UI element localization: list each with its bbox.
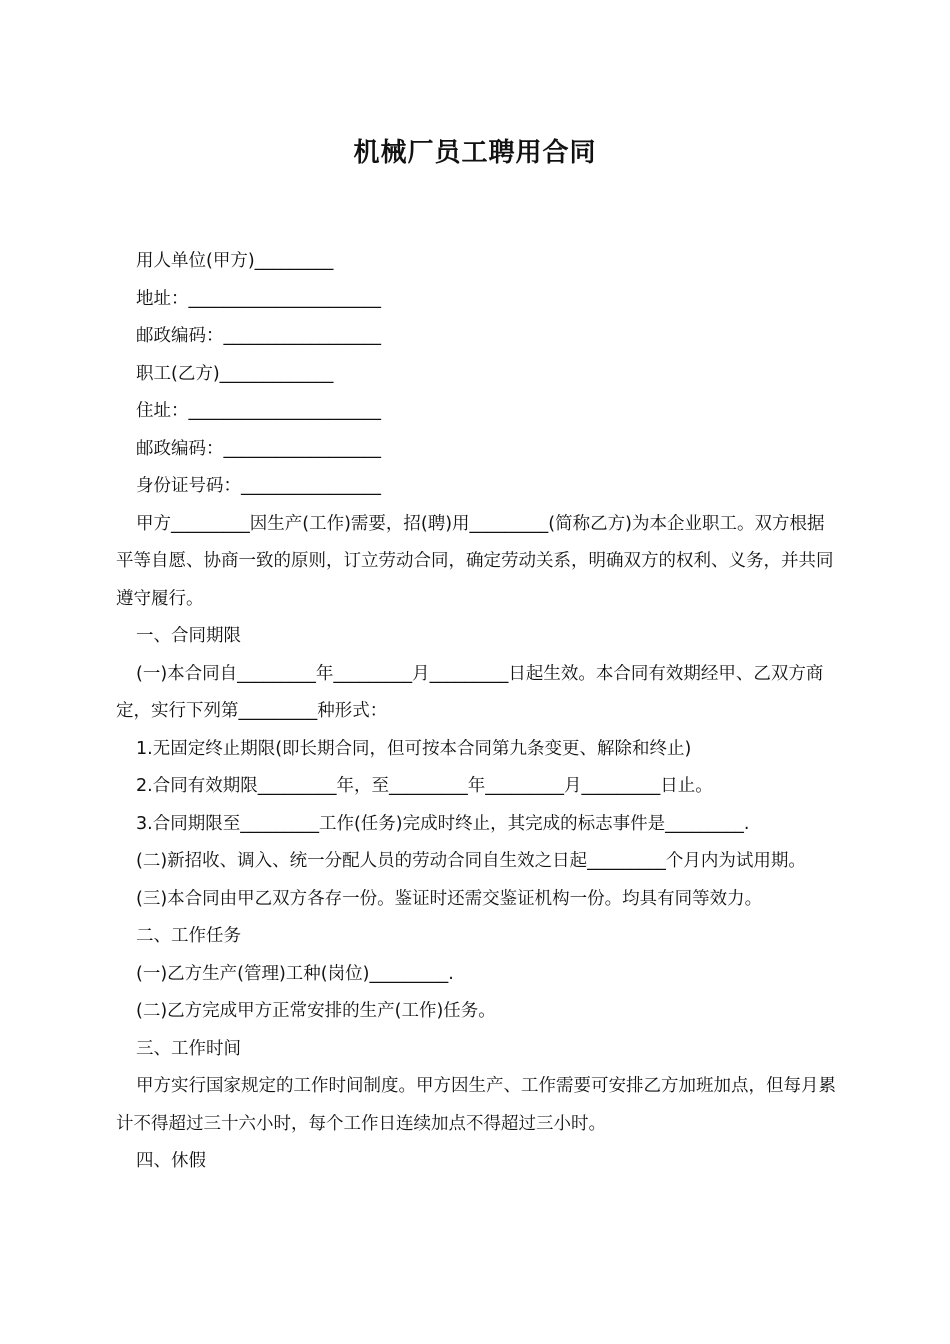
employer-address-field: 地址：______________________ <box>136 288 381 309</box>
clause-copies: (三)本合同由甲乙双方各存一份。鉴证时还需交鉴证机构一份。均具有同等效力。 <box>136 888 763 909</box>
document-body <box>116 243 836 1181</box>
clause-term-option-2: 2.合同有效期限_________年，至_________年_________月_________日止。 <box>136 776 713 796</box>
clause-working-hours: 甲方实行国家规定的工作时间制度。甲方因生产、工作需要可安排乙方加班加点，但每月累计不得超过三十六小时，每个工作日连续加点不得超过三小时。 <box>116 1076 836 1134</box>
employer-field: 用人单位(甲方)_________ <box>136 251 334 271</box>
preamble-paragraph: 甲方_________因生产(工作)需要，招(聘)用_________(简称乙方)为本企业职工。双方根据平等自愿、协商一致的原则，订立劳动合同，确定劳动关系，明确双方的权利、义务，并共同遵守履行。 <box>116 513 834 609</box>
employee-postcode-field: 邮政编码：__________________ <box>136 438 381 459</box>
clause-term-option-1: 1.无固定终止期限(即长期合同，但可按本合同第九条变更、解除和终止) <box>136 738 692 759</box>
section-heading-tasks: 二、工作任务 <box>136 926 241 946</box>
id-number-field: 身份证号码：________________ <box>136 476 381 496</box>
employee-field: 职工(乙方)_____________ <box>136 363 334 384</box>
document-title: 机械厂员工聘用合同 <box>353 138 597 168</box>
section-heading-term: 一、合同期限 <box>136 626 241 646</box>
clause-probation: (二)新招收、调入、统一分配人员的劳动合同自生效之日起_________个月内为试用期。 <box>136 851 806 871</box>
clause-term-effective: (一)本合同自_________年_________月_________日起生效。本合同有效期经甲、乙双方商定，实行下列第_________种形式： <box>116 663 824 721</box>
section-heading-leave: 四、休假 <box>136 1151 206 1171</box>
employer-postcode-field: 邮政编码：__________________ <box>136 326 381 346</box>
employee-residence-field: 住址：______________________ <box>136 401 381 421</box>
clause-job-tasks: (二)乙方完成甲方正常安排的生产(工作)任务。 <box>136 1001 496 1021</box>
section-heading-hours: 三、工作时间 <box>136 1038 241 1059</box>
clause-job-position: (一)乙方生产(管理)工种(岗位)_________. <box>136 963 454 984</box>
clause-term-option-3: 3.合同期限至_________工作(任务)完成时终止，其完成的标志事件是_________. <box>136 813 750 834</box>
